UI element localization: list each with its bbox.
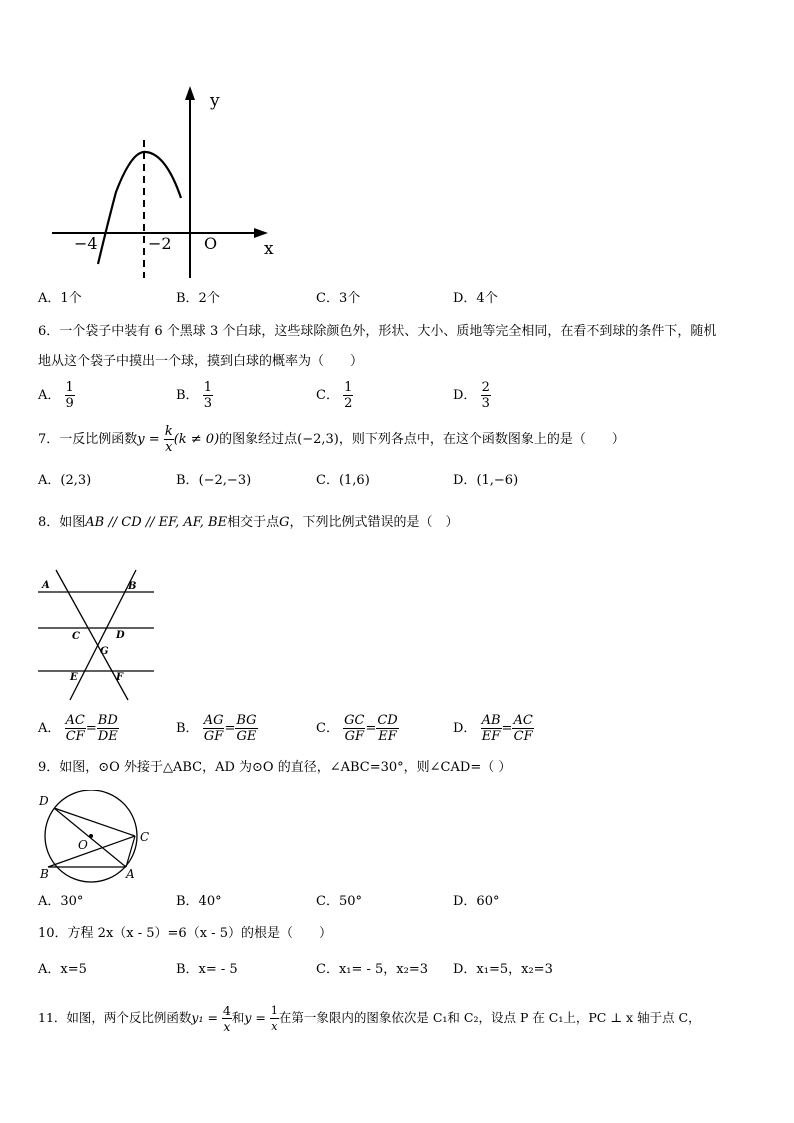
y-axis-label: y <box>210 91 220 111</box>
q7-option-d[interactable] <box>453 472 518 490</box>
fraction-left <box>343 713 365 744</box>
denominator: DE <box>97 729 118 744</box>
q7-func-y: y <box>137 432 145 447</box>
q8-option-a[interactable]: A． $\frac{AC}{CF}$ = $\frac{BD}{DE}$ <box>38 713 118 744</box>
option-letter: C． <box>316 473 339 488</box>
q7-prefix: 7．一反比例函数 <box>38 432 138 447</box>
segment-dc <box>54 808 135 836</box>
fraction <box>481 380 491 411</box>
q8-option-c[interactable]: C． $\frac{GC}{GF}$ = $\frac{CD}{EF}$ <box>316 713 398 744</box>
numerator: BG <box>236 713 257 728</box>
denominator: 2 <box>344 396 353 411</box>
option-value: (2,3) <box>60 473 92 488</box>
numerator: GC <box>344 713 365 728</box>
option-value: (−2,−3) <box>198 473 252 488</box>
fraction-right <box>97 713 119 744</box>
q9-option-d[interactable]: D．60° <box>453 894 500 909</box>
numerator: 1 <box>203 380 212 395</box>
q6-option-a[interactable] <box>38 380 75 411</box>
option-value: (1,−6) <box>476 473 519 488</box>
q10-option-b[interactable]: B．x= - 5 <box>176 962 238 977</box>
label-c: C <box>72 631 80 642</box>
q11-text <box>38 1003 701 1034</box>
q10-text: 10．方程 2x（x - 5）=6（x - 5）的根是（ ） <box>38 926 332 941</box>
numerator: 4 <box>222 1003 231 1018</box>
label-a: A <box>126 867 135 881</box>
numerator: AC <box>513 713 533 728</box>
numerator: 1 <box>270 1004 278 1017</box>
option-letter: C． <box>316 388 339 403</box>
q5-option-c[interactable]: C．3个 <box>316 291 361 306</box>
q6-option-d[interactable] <box>453 380 491 411</box>
parallel-lines-figure <box>36 566 158 704</box>
q9-option-c[interactable]: C．50° <box>316 894 362 909</box>
label-a: A <box>42 580 50 591</box>
q5-option-b[interactable]: B．2个 <box>176 291 220 306</box>
x-axis-arrow <box>254 228 268 238</box>
denominator: 3 <box>481 396 490 411</box>
fraction-right <box>235 713 257 744</box>
denominator: GF <box>203 729 224 744</box>
label-b: B <box>40 867 49 881</box>
y-axis-arrow <box>185 86 195 100</box>
option-letter: A． <box>38 473 61 488</box>
option-letter: B． <box>176 473 199 488</box>
numerator: AB <box>481 713 501 728</box>
label-d: D <box>39 794 49 808</box>
option-letter: B． <box>176 388 199 403</box>
q7-text <box>38 424 625 455</box>
q8-suffix: ，下列比例式错误的是（ ） <box>289 515 459 530</box>
parabola-graph <box>48 82 280 282</box>
center-dot <box>89 834 93 838</box>
option-letter: A． <box>38 721 61 736</box>
q6-option-b[interactable] <box>176 380 213 411</box>
q8-point: G <box>279 515 290 530</box>
fraction-left <box>203 713 225 744</box>
numerator: 2 <box>481 380 490 395</box>
q10-option-c[interactable]: C．x₁= - 5，x₂=3 <box>316 962 429 977</box>
q5-option-a[interactable]: A．1个 <box>38 291 82 306</box>
denominator: x <box>223 1019 231 1034</box>
q11-suffix: 在第一象限内的图象依次是 C₁和 C₂，设点 P 在 C₁上，PC ⊥ x 轴于点 C， <box>278 1010 701 1025</box>
label-e: E <box>70 672 78 683</box>
option-letter: B． <box>176 721 199 736</box>
q8-text <box>38 514 459 532</box>
tick-neg2: −2 <box>148 234 172 253</box>
fraction-left <box>481 713 502 744</box>
numerator: 1 <box>344 380 353 395</box>
q10-option-d[interactable]: D．x₁=5，x₂=3 <box>453 962 553 977</box>
q8-prefix: 8．如图 <box>38 515 86 530</box>
fraction-right <box>512 713 533 744</box>
denominator: 3 <box>203 396 212 411</box>
denominator: x <box>271 1020 278 1033</box>
label-g: G <box>100 646 109 657</box>
option-letter: D． <box>453 388 477 403</box>
q7-option-c[interactable] <box>316 472 370 490</box>
numerator: AG <box>203 713 224 728</box>
fraction <box>203 380 213 411</box>
q9-option-b[interactable]: B．40° <box>176 894 222 909</box>
denominator: CF <box>513 729 533 744</box>
numerator: BD <box>97 713 118 728</box>
q11-y2: y = <box>244 1010 270 1025</box>
numerator: k <box>164 424 173 439</box>
label-c: C <box>140 830 150 844</box>
fraction <box>65 380 75 411</box>
q11-prefix: 11．如图，两个反比例函数 <box>38 1010 192 1025</box>
numerator: 1 <box>65 380 74 395</box>
x-axis-label: x <box>264 239 274 259</box>
segment-bc <box>48 836 135 867</box>
q7-suffix-b: ，则下列各点中，在这个函数图象上的是（ ） <box>338 432 625 447</box>
q7-option-b[interactable] <box>176 472 251 490</box>
numerator: AC <box>65 713 85 728</box>
fraction <box>343 380 353 411</box>
denominator: 9 <box>65 396 74 411</box>
option-letter: C． <box>316 721 339 736</box>
q11-y1: y₁ = <box>191 1010 222 1025</box>
label-f: F <box>116 672 124 683</box>
denominator: x <box>165 440 173 455</box>
fraction-right <box>376 713 398 744</box>
q7-option-a[interactable] <box>38 472 91 490</box>
origin-label: O <box>204 234 218 253</box>
q8-math: AB // CD // EF, AF, BE <box>85 515 228 530</box>
q6-option-c[interactable] <box>316 380 353 411</box>
option-letter: D． <box>453 473 477 488</box>
q6-text-line2: 地从这个袋子中摸出一个球，摸到白球的概率为（ ） <box>38 354 364 369</box>
q9-option-a[interactable]: A．30° <box>38 894 84 909</box>
q7-suffix-a: 的图象经过点 <box>219 432 298 447</box>
option-value: (1,6) <box>338 473 370 488</box>
q5-option-d[interactable]: D．4个 <box>453 291 498 306</box>
q7-func-eq: = <box>144 432 164 447</box>
option-letter: A． <box>38 388 61 403</box>
denominator: CF <box>65 729 85 744</box>
q8-option-b[interactable]: B． $\frac{AG}{GF}$ = $\frac{BG}{GE}$ <box>176 713 257 744</box>
q10-option-a[interactable]: A．x=5 <box>38 962 87 977</box>
denominator: GE <box>236 729 257 744</box>
circle-figure <box>36 790 160 886</box>
q6-text-line1: 6．一个袋子中装有 6 个黑球 3 个白球，这些球除颜色外，形状、大小、质地等完全相同，在看不到球的条件下，随机 <box>38 324 717 339</box>
tick-neg4: −4 <box>74 234 98 253</box>
fraction-left <box>65 713 86 744</box>
label-o: O <box>78 838 88 852</box>
q11-fraction-2 <box>270 1003 279 1034</box>
denominator: GF <box>344 729 364 744</box>
option-letter: D． <box>453 721 477 736</box>
numerator: CD <box>377 713 398 728</box>
q7-point: (−2,3) <box>297 432 339 447</box>
q8-option-d[interactable]: D． $\frac{AB}{EF}$ = $\frac{AC}{CF}$ <box>453 713 533 744</box>
q8-middle: 相交于点 <box>227 515 280 530</box>
q9-text: 9．如图，⊙O 外接于△ABC，AD 为⊙O 的直径，∠ABC=30°，则∠CAD=（ ） <box>38 760 512 775</box>
label-b: B <box>128 581 137 592</box>
denominator: EF <box>481 729 501 744</box>
denominator: EF <box>378 729 397 744</box>
q7-condition: (k ≠ 0) <box>173 432 220 447</box>
label-d: D <box>116 630 125 641</box>
q11-fraction-1 <box>222 1003 232 1034</box>
q11-and: 和 <box>231 1010 245 1025</box>
q7-fraction <box>164 424 174 455</box>
